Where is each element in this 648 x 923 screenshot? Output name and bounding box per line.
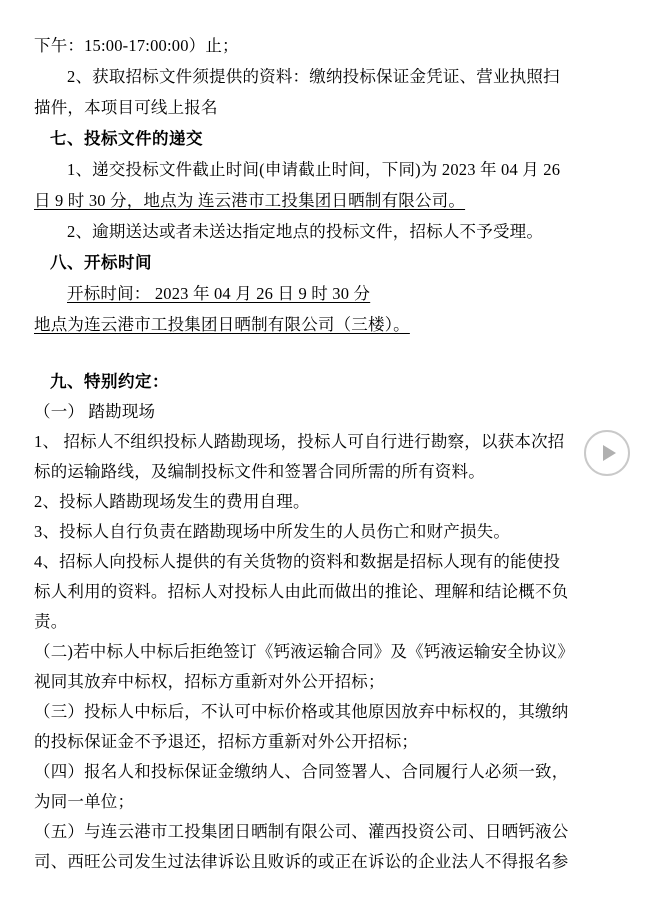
scrollbar[interactable] (644, 0, 648, 923)
document-line: 开标时间： 2023 年 04 月 26 日 9 时 30 分 (67, 284, 371, 303)
play-icon (603, 445, 616, 461)
special-terms-body (34, 397, 614, 877)
document-line: 视同其放弃中标权，招标方重新对外公开招标； (34, 672, 385, 691)
document-line: 地点为连云港市工投集团日晒制有限公司（三楼）。 (34, 315, 410, 334)
document-line: 2、逾期送达或者未送达指定地点的投标文件，招标人不予受理。 (67, 222, 544, 241)
document-line: 3、投标人自行负责在踏勘现场中所发生的人员伤亡和财产损失。 (34, 522, 511, 541)
document-line: 2、获取招标文件须提供的资料：缴纳投标保证金凭证、营业执照扫 (67, 67, 560, 86)
document-line: 下午：15:00-17:00:00）止； (34, 36, 239, 55)
section-heading-8: 八、开标时间 (50, 253, 152, 272)
play-button[interactable] (584, 430, 630, 476)
document-line: 描件，本项目可线上报名 (34, 98, 218, 117)
document-line: （一） 踏勘现场 (34, 402, 156, 421)
document-line: 2、投标人踏勘现场发生的费用自理。 (34, 492, 310, 511)
document-line: 标人利用的资料。招标人对投标人由此而做出的推论、理解和结论概不负 (34, 582, 569, 601)
document-line: 标的运输路线，及编制投标文件和签署合同所需的所有资料。 (34, 462, 485, 481)
document-line: 1、递交投标文件截止时间(申请截止时间，下同)为 2023 年 04 月 26 (67, 160, 561, 179)
document-line: （五）与连云港市工投集团日晒制有限公司、灌西投资公司、日晒钙液公 (34, 822, 569, 841)
document-line: （四）报名人和投标保证金缴纳人、合同签署人、合同履行人必须一致， (34, 762, 569, 781)
document-line: 1、 招标人不组织投标人踏勘现场，投标人可自行进行勘察，以获本次招 (34, 432, 565, 451)
section-heading-9: 九、特别约定： (50, 372, 169, 391)
section-spacer (34, 340, 614, 366)
document-line: 司、西旺公司发生过法律诉讼且败诉的或正在诉讼的企业法人不得报名参 (34, 852, 569, 871)
document-line: （三）投标人中标后，不认可中标价格或其他原因放弃中标权的，其缴纳 (34, 702, 569, 721)
document-line: （二)若中标人中标后拒绝签订《钙液运输合同》及《钙液运输安全协议》 (34, 642, 575, 661)
document-line: 责。 (34, 612, 68, 631)
section-heading-7: 七、投标文件的递交 (50, 129, 203, 148)
document-line: 4、招标人向投标人提供的有关货物的资料和数据是招标人现有的能使投 (34, 552, 561, 571)
document-line: 为同一单位； (34, 792, 135, 811)
document-line: 日 9 时 30 分，地点为 连云港市工投集团日晒制有限公司。 (34, 191, 466, 210)
document-line: 的投标保证金不予退还，招标方重新对外公开招标； (34, 732, 419, 751)
